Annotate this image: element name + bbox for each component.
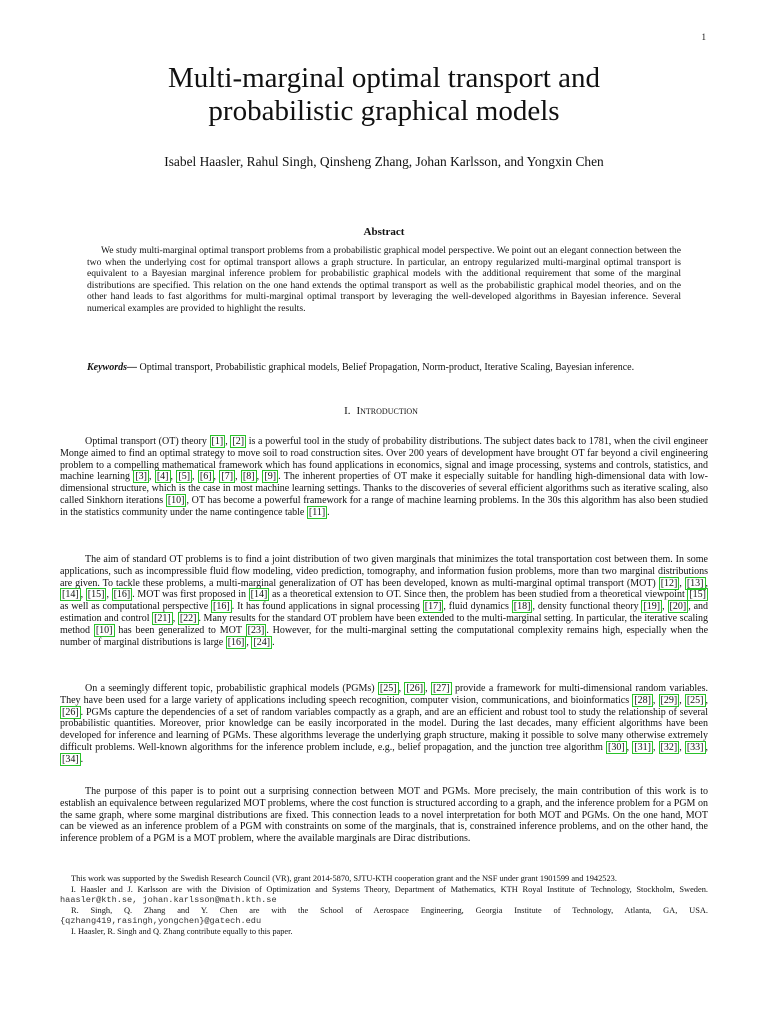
paragraph-text: , <box>80 589 86 601</box>
paragraph-text: , <box>705 741 708 753</box>
title-line-2: probabilistic graphical models <box>208 95 560 127</box>
paragraph-text: , <box>705 694 708 706</box>
footnotes <box>60 874 708 938</box>
paragraph-text: , <box>652 694 659 706</box>
affiliation-gatech-emails[interactable]: {qzhang419,rasingh,yongchen}@gatech.edu <box>60 916 262 927</box>
paragraph-text: , <box>256 471 263 483</box>
paragraph-text: , <box>398 683 405 694</box>
citation-link[interactable]: [20] <box>669 601 687 613</box>
citation-link[interactable]: [9] <box>264 471 277 483</box>
paragraph-text: , <box>106 589 112 601</box>
paragraph-text: . Many results for the standard OT problem have been extended to the multi-marginal setting. In particular, the iterative scaling method <box>60 612 709 636</box>
citation-link[interactable]: [16] <box>213 601 230 613</box>
paragraph-text: , <box>246 636 252 648</box>
citation-link[interactable]: [28] <box>634 694 651 706</box>
intro-paragraph-4 <box>60 786 708 845</box>
intro-paragraph-3 <box>60 683 708 766</box>
citation-link[interactable]: [7] <box>221 471 234 483</box>
paragraph-text: , <box>679 741 685 753</box>
paragraph-text: , <box>225 436 231 447</box>
paragraph-text: , <box>172 612 178 624</box>
paragraph-text: . <box>80 753 84 765</box>
paragraph-text: , <box>170 471 177 483</box>
citation-link[interactable]: [11] <box>308 506 326 518</box>
paragraph-text: has been generalized to MOT <box>114 624 246 636</box>
citation-link[interactable]: [12] <box>660 577 678 589</box>
citation-link[interactable]: [18] <box>513 601 531 613</box>
citation-link[interactable]: [13] <box>686 577 704 589</box>
paragraph-text: The aim of standard OT problems is to find a joint distribution of two given marginals that minimizes the total transportation cost between them. In some applications, such as incompressible fluid flow modeling, video prediction, tomography, and information fusion problems, more than two marginal distributions are given. To tackle these problems, a multi-marginal generalization of OT has been developed, known as multi-marginal optimal transport (MOT) <box>60 554 708 589</box>
section-title: Introduction <box>356 405 418 417</box>
citation-link[interactable]: [17] <box>424 601 442 613</box>
paragraph-text: . However, for the multi-marginal setting the computational complexity remains high, especially when the number of marginal distributions is large <box>60 624 709 648</box>
abstract-heading: Abstract <box>363 226 405 238</box>
paragraph-text: Optimal transport (OT) theory <box>85 436 210 447</box>
intro-paragraph-1 <box>60 436 708 519</box>
paragraph-text: , <box>213 471 220 483</box>
citation-link[interactable]: [30] <box>607 741 625 753</box>
affiliation-kth-text: I. Haasler and J. Karlsson are with the Division of Optimization and Systems Theory, Department of Mathematics, KTH Royal Institute of Technology, Stockholm, Sweden. <box>71 884 708 894</box>
paragraph-text: , OT has become a powerful framework for a range of machine learning problems. In the 30s this algorithm has also been studied in the statistics community under the name contingence table <box>60 494 708 518</box>
paragraph-text: , <box>705 577 708 589</box>
citation-link[interactable]: [26] <box>62 706 79 718</box>
title-line-1: Multi-marginal optimal transport and <box>168 62 600 94</box>
citation-link[interactable]: [33] <box>686 741 704 753</box>
citation-link[interactable]: [19] <box>643 601 661 613</box>
footnote-funding: This work was supported by the Swedish Research Council (VR), grant 2014-5870, SJTU-KTH cooperation grant and the NSF under grant 1901599 and 1942523. <box>71 874 617 883</box>
section-heading-introduction <box>60 405 708 417</box>
paragraph-text: . <box>272 636 275 648</box>
paragraph-text: . PGMs capture the dependencies of a set of random variables compactly as a graph, and are an efficient and robust tool to study the relationship of several probabilistic quantities. Moreover, prior knowledge can be easily incorporated in the model. During the last decades, many efficient algorithms have been developed for inference and learning of PGMs. These algorithms leverage the underlying graph structure, making it possible to solve many otherwise extremely difficult problems. Well-known algorithms for the inference problem include, e.g., belief propagation, and the junction tree algorithm <box>60 706 708 753</box>
citation-link[interactable]: [2] <box>232 436 245 447</box>
citation-link[interactable]: [6] <box>199 471 212 483</box>
citation-link[interactable]: [25] <box>379 683 397 694</box>
paragraph-text: , <box>679 694 685 706</box>
citation-link[interactable]: [4] <box>156 471 169 483</box>
page-number: 1 <box>701 32 706 42</box>
paragraph-text: . It has found applications in signal processing <box>231 601 423 613</box>
citation-link[interactable]: [14] <box>250 589 268 601</box>
citation-link[interactable]: [24] <box>253 636 271 648</box>
paragraph-text: , <box>149 471 155 483</box>
citation-link[interactable]: [14] <box>62 589 79 601</box>
citation-link[interactable]: [10] <box>167 494 185 506</box>
paragraph-text: , and estimation and control <box>60 601 709 624</box>
citation-link[interactable]: [3] <box>135 471 147 483</box>
citation-link[interactable]: [22] <box>179 612 197 624</box>
paragraph-text: as a theoretical extension to OT. Since then, the problem has been studied from a theoretical viewpoint <box>269 589 688 601</box>
citation-link[interactable]: [21] <box>154 612 171 624</box>
paragraph-text: . The inherent properties of OT make it especially suitable for handling high-dimensional data with low-dimensional structure, which is the case in most machine learning settings. Thanks to the discoveries of several efficient algorithms such as iterative scaling, also called Sinkhorn iterations <box>60 471 709 506</box>
paragraph-text: as well as computational perspective <box>60 601 212 613</box>
citation-link[interactable]: [34] <box>62 753 79 765</box>
paragraph-text: . MOT was first proposed in <box>132 589 249 601</box>
citation-link[interactable]: [16] <box>113 589 131 601</box>
paragraph-text: , <box>662 601 668 613</box>
citation-link[interactable]: [26] <box>406 683 424 694</box>
paragraph-text: , <box>652 741 659 753</box>
paragraph-text: On a seemingly different topic, probabilistic graphical models (PGMs) <box>85 683 378 694</box>
citation-link[interactable]: [5] <box>178 471 191 483</box>
citation-link[interactable]: [8] <box>242 471 255 483</box>
footnote-affiliation-gatech <box>60 906 708 927</box>
footnote-affiliation-kth <box>60 885 708 906</box>
citation-link[interactable]: [29] <box>660 694 678 706</box>
affiliation-kth-emails[interactable]: haasler@kth.se, johan.karlsson@math.kth.se <box>60 895 277 906</box>
author-list: Isabel Haasler, Rahul Singh, Qinsheng Zhang, Johan Karlsson, and Yongxin Chen <box>164 154 604 169</box>
citation-link[interactable]: [15] <box>689 589 707 601</box>
paragraph-text: , <box>626 741 633 753</box>
citation-link[interactable]: [23] <box>247 624 265 636</box>
paragraph-text: , fluid dynamics <box>443 601 512 613</box>
citation-link[interactable]: [25] <box>686 694 704 706</box>
paragraph-text: , <box>192 471 198 483</box>
abstract-text: We study multi-marginal optimal transport problems from a probabilistic graphical model perspective. We point out an elegant connection between the two when the underlying cost for optimal transport allows a graph structure. In particular, an entropy regularized multi-marginal optimal transport is equivalent to a Bayesian marginal inference problem for probabilistic graphical models with the additional requirement that some of the marginal distributions are specified. This relation on the one hand extends the optimal transport as well as the probabilistic graphical model theories, and on the other hand leads to fast algorithms for multi-marginal optimal transport by leveraging the well-developed algorithms in Bayesian inference. Several numerical examples are provided to highlight the results. <box>87 245 681 314</box>
paragraph-text: , density functional theory <box>532 601 642 613</box>
keywords-label: Keywords— <box>87 362 137 373</box>
citation-link[interactable]: [32] <box>660 741 678 753</box>
paragraph-text: , <box>679 577 685 589</box>
paper-title <box>60 62 708 128</box>
affiliation-gatech-text: R. Singh, Q. Zhang and Y. Chen are with the School of Aerospace Engineering, Georgia Institute of Technology, Atlanta, GA, USA. <box>71 905 708 915</box>
intro-paragraph-2 <box>60 554 708 648</box>
citation-link[interactable]: [16] <box>227 636 245 648</box>
citation-link[interactable]: [1] <box>211 436 224 447</box>
citation-link[interactable]: [27] <box>432 683 450 694</box>
paragraph-text: provide a framework for multi-dimensional random variables. They have been used for a large variety of applications including speech recognition, computer vision, communications, and bioinformatics <box>60 683 708 706</box>
footnote-equal-contribution: I. Haasler, R. Singh and Q. Zhang contribute equally to this paper. <box>71 926 293 936</box>
citation-link[interactable]: [31] <box>634 741 651 753</box>
citation-link[interactable]: [15] <box>87 589 105 601</box>
paragraph-text: is a powerful tool in the study of probability distributions. The subject dates back to 1781, when the civil engineer Monge aimed to find an optimal strategy to move soil to road construction sites. Over 200 years of development have brought OT far beyond a civil engineering problem to a compelling mathematical framework which has found applications in economics, signal and image processing, systems and controls, statistics, and machine learning <box>60 436 708 483</box>
citation-link[interactable]: [10] <box>95 624 113 636</box>
keywords <box>87 362 717 373</box>
paragraph-text: The purpose of this paper is to point out a surprising connection between MOT and PGMs. More precisely, the main contribution of this work is to establish an equivalence between regularized MOT problems, where the cost function is structured according to a graph, and the inference problem for a PGM on the same graph, where some marginal distributions are fixed. This connection leads to a novel interpretation for both MOT and PGMs. On the one hand, MOT can be viewed as an inference problem of a PGM with constraints on some of the marginals, that is, constrained inference problems, and on the other hand, the inference problem of a PGM is a MOT problem, where the available marginals are Dirac distributions. <box>60 786 708 845</box>
paragraph-text: , <box>235 471 241 483</box>
paragraph-text: . <box>327 506 330 518</box>
paragraph-text: , <box>425 683 431 694</box>
keywords-text: Optimal transport, Probabilistic graphical models, Belief Propagation, Norm-product, Iterative Scaling, Bayesian inference. <box>137 362 635 373</box>
section-number: I. <box>344 405 351 417</box>
